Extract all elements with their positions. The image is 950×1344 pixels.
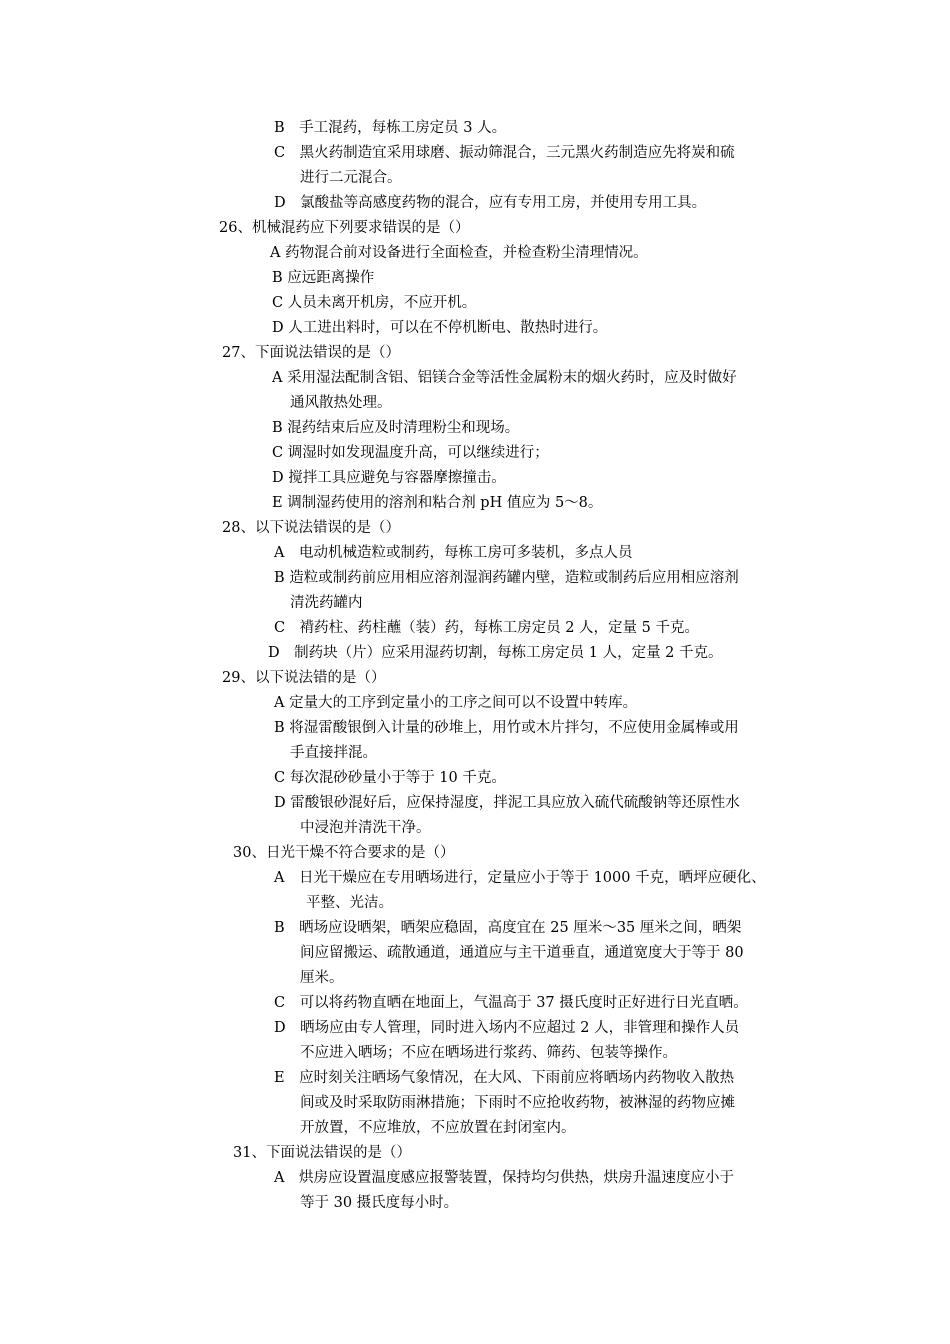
option-line: C 褙药柱、药柱蘸（装）药，每栋工房定员 2 人，定量 5 千克。 [274,620,699,636]
option-line: A 采用湿法配制含铝、铝镁合金等活性金属粉末的烟火药时，应及时做好 [272,370,737,386]
option-line: D 氯酸盐等高感度药物的混合，应有专用工房，并使用专用工具。 [274,195,707,211]
option-line: D 晒场应由专人管理，同时进入场内不应超过 2 人，非管理和操作人员 [274,1020,740,1036]
option-line: D 人工进出料时，可以在不停机断电、散热时进行。 [272,320,608,336]
option-line: C 人员未离开机房，不应开机。 [272,295,477,311]
option-line: C 黑火药制造宜采用球磨、振动筛混合，三元黑火药制造应先将炭和硫 [274,145,735,161]
question-27: 27、下面说法错误的是（） [222,345,400,361]
option-line: B 手工混药，每栋工房定员 3 人。 [274,120,507,136]
question-30: 30、日光干燥不符合要求的是（） [233,845,455,861]
option-line: C 调湿时如发现温度升高，可以继续进行； [272,445,549,461]
option-line: B 晒场应设晒架，晒架应稳固，高度宜在 25 厘米～35 厘米之间，晒架 [274,920,742,936]
option-line: C 每次混砂砂量小于等于 10 千克。 [274,770,506,786]
question-31: 31、下面说法错误的是（） [233,1145,411,1161]
question-28: 28、以下说法错误的是（） [222,520,400,536]
option-continuation: 间应留搬运、疏散通道，通道应与主干道垂直，通道宽度大于等于 80 [300,945,744,961]
option-line: E 应时刻关注晒场气象情况，在大风、下雨前应将晒场内药物收入散热 [274,1070,735,1086]
option-line: A 烘房应设置温度感应报警装置，保持均匀供热，烘房升温速度应小于 [274,1170,734,1186]
option-continuation: 手直接拌混。 [290,745,377,761]
option-line: A 电动机械造粒或制药，每栋工房可多装机，多点人员 [274,545,633,561]
option-continuation: 间或及时采取防雨淋措施；下雨时不应抢收药物，被淋湿的药物应摊 [300,1095,735,1111]
option-continuation: 厘米。 [300,970,344,986]
question-29: 29、以下说法错的是（） [222,670,386,686]
option-continuation: 等于 30 摄氏度每小时。 [300,1195,459,1211]
option-continuation: 清洗药罐内 [290,595,363,611]
option-line: A 定量大的工序到定量小的工序之间可以不设置中转库。 [274,695,638,711]
option-continuation: 进行二元混合。 [300,170,402,186]
option-line: C 可以将药物直晒在地面上，气温高于 37 摄氏度时正好进行日光直晒。 [274,995,748,1011]
option-continuation: 不应进入晒场；不应在晒场进行浆药、筛药、包装等操作。 [300,1045,677,1061]
option-continuation: 通风散热处理。 [290,395,392,411]
option-line: D 雷酸银砂混好后，应保持湿度，拌泥工具应放入硫代硫酸钠等还原性水 [274,795,740,811]
option-continuation: 中浸泡并清洗干净。 [300,820,431,836]
option-line: B 应远距离操作 [272,270,375,286]
option-line: B 混药结束后应及时清理粉尘和现场。 [272,420,520,436]
question-26: 26、机械混药应下列要求错误的是（） [219,220,470,236]
option-line: E 调制湿药使用的溶剂和粘合剂 pH 值应为 5～8。 [272,495,603,511]
option-continuation: 平整、光洁。 [306,895,393,911]
option-line: D 搅拌工具应避免与容器摩擦撞击。 [272,470,506,486]
option-line: A 药物混合前对设备进行全面检查，并检查粉尘清理情况。 [270,245,648,261]
option-line: B 造粒或制药前应用相应溶剂湿润药罐内壁，造粒或制药后应用相应溶剂 [274,570,739,586]
option-continuation: 开放置，不应堆放，不应放置在封闭室内。 [300,1120,576,1136]
option-line: D 制药块（片）应采用湿药切割，每栋工房定员 1 人，定量 2 千克。 [268,645,723,661]
option-line: B 将湿雷酸银倒入计量的砂堆上，用竹或木片拌匀，不应使用金属棒或用 [274,720,739,736]
option-line: A 日光干燥应在专用晒场进行，定量应小于等于 1000 千克，晒坪应硬化、 [274,870,766,886]
